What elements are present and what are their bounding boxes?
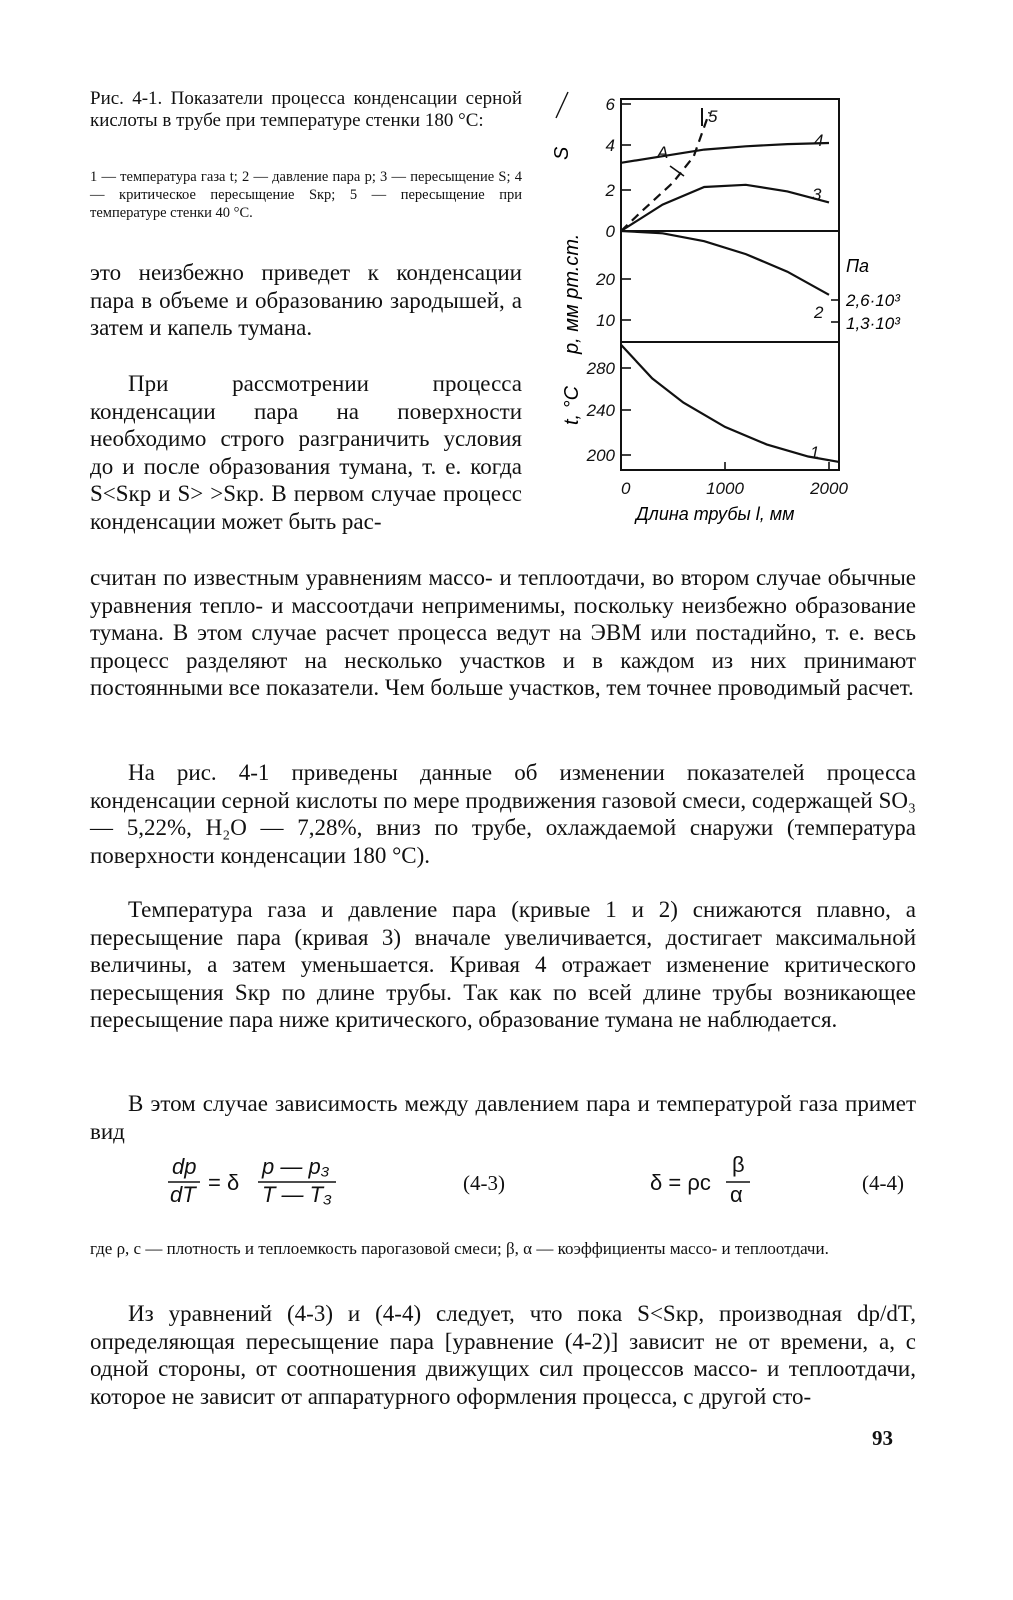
point-a-pointer [670,166,684,176]
pa-tick-2: 1,3·10³ [846,314,900,333]
y-tick-label: 280 [586,359,615,378]
paragraph-4: Температура газа и давление пара (кривые 1 и 2) снижаются плавно, а пересыщение пара (кривая 3) вначале увеличивается, достигает максимальной величины, а затем уменьшается. Кривая 4 отражает изменение критического пересыщения Sкр по длине трубы. Так как по всей длине трубы возникающее пересыщение пара ниже критического, образование тумана не наблюдается. [90,897,916,1033]
footnote: где ρ, c — плотность и теплоемкость парогазовой смеси; β, α — коэффициенты массо- и теплоотдачи. [90,1239,829,1258]
s-axis-stroke [556,92,568,118]
paragraph-6: Из уравнений (4-3) и (4-4) следует, что пока S<Sкр, производная dp/dT, определяющая пересыщение пара [уравнение (4-2)] зависит не от времени, а, с одной стороны, от соотношения движущих сил процессов массо- и теплоотдачи, которое не зависит от аппаратурного оформления процесса, с другой сто- [90,1301,916,1409]
x-tick-label: 0 [621,479,631,498]
paragraph-2-full: считан по известным уравнениям массо- и теплоотдачи, во втором случае обычные уравнения тепло- и массоотдачи неприменимы, поскольку неизбежно образование тумана. В этом случае расчет процесса ведут на ЭВМ или постадийно, т. е. весь процесс разделяют на несколько участков и в каждом из них принимают постоянными все показатели. Чем больше участков, тем точнее проводимый расчет. [90,565,916,701]
curve-label-1: 1 [810,443,820,462]
curve-label-2: 2 [814,303,824,322]
eq1-denominator: T — T₃ [262,1182,332,1207]
y-tick-label: 10 [596,311,615,330]
eq2-lhs: δ = ρc [650,1170,711,1195]
eq1-numerator-dp: dp [172,1154,197,1179]
curve-5 [621,112,709,231]
chart-frame [621,99,839,470]
curve-3 [621,185,829,231]
x-tick-label: 1000 [706,479,744,498]
equations [160,1150,920,1220]
paragraph-2-left: При рассмотрении процесса конденсации пара на поверхности необходимо строго разграничить условия до и после образования тумана, т. е. когда S<Sкр и S> >Sкр. В первом случае процесс конденсации может быть рас- [90,371,522,534]
curve-1 [621,345,839,462]
eq1-number: (4-3) [463,1171,505,1195]
eq1-denominator-dT: dT [170,1182,196,1207]
curve-label-3: 3 [812,185,822,204]
curve-label-A: A [657,143,669,162]
y-tick-label: 6 [605,95,615,114]
eq2-number: (4-4) [862,1171,904,1195]
figure-caption-legend: 1 — температура газа t; 2 — давление пара p; 3 — пересыщение S; 4 — критическое пересыщение Sкр; 5 — пересыщение при температуре стенки 40 °С. [90,169,522,221]
s-axis-label: S [551,146,573,160]
figure-caption-title: Рис. 4-1. Показатели процесса конденсации серной кислоты в трубе при температуре стенки 180 °С: [90,88,522,131]
paragraph-5: В этом случае зависимость между давлением пара и температурой газа примет вид [90,1091,916,1144]
left-paragraph: это неизбежно приведет к конденсации пара в объеме и образованию зародышей, а затем и капель тумана. [90,260,522,341]
y-tick-label: 2 [605,181,615,200]
x-tick-label: 2000 [810,479,848,498]
paragraph-3: На рис. 4-1 приведены данные об изменении показателей процесса конденсации серной кислоты по мере продвижения газовой смеси, содержащей SO₃ — 5,22%, H₂O — 7,28%, вниз по трубе, охлаждаемой снаружи (температура поверхности конденсации 180 °С). [90,760,916,868]
t-axis-label: t, °С [561,385,583,425]
curve-2 [621,231,829,295]
y-tick-label: 20 [596,270,615,289]
figure-chart [540,88,900,528]
curve-label-5: 5 [708,107,718,126]
page-number: 93 [872,1426,893,1450]
pa-tick-1: 2,6·10³ [846,291,900,310]
y-tick-label: 240 [586,401,615,420]
p-axis-label: p, мм рт.ст. [561,233,583,354]
eq1-numerator: p — p₃ [262,1154,330,1179]
y-tick-label: 4 [605,136,615,155]
eq1-equals: = δ [208,1170,240,1195]
eq2-beta: β [732,1152,745,1177]
curve-4 [621,143,829,163]
y-tick-label: 200 [586,446,615,465]
curve-label-4: 4 [814,131,824,150]
chart-axes [621,99,839,470]
y-tick-label: 0 [605,222,615,241]
pa-label: Па [846,256,870,276]
eq2-alpha: α [730,1182,743,1207]
x-axis-title: Длина трубы l, мм [636,504,795,524]
